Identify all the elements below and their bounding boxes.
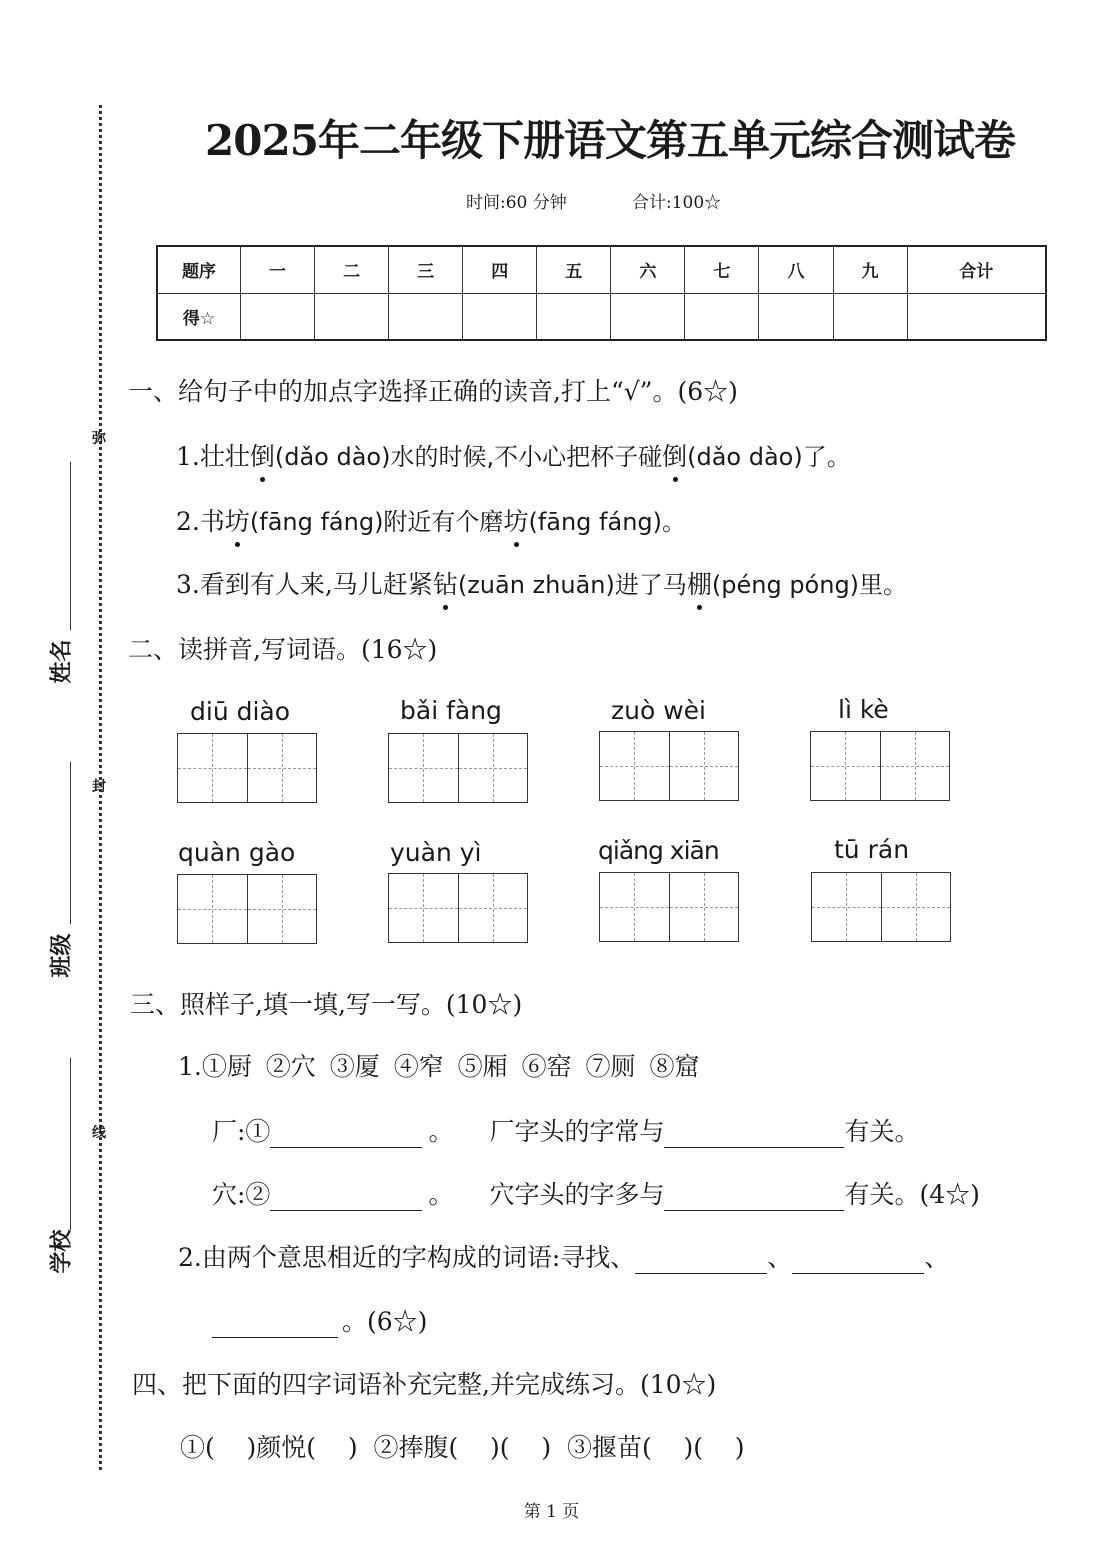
total-score: 合计:100☆ — [632, 193, 722, 213]
q3-item-2 — [178, 1238, 949, 1274]
q3-item2-blank-1[interactable] — [635, 1245, 767, 1274]
score-cell[interactable] — [907, 293, 1046, 340]
score-cell[interactable] — [463, 293, 537, 340]
q3-row2-period: 。 — [428, 1180, 454, 1209]
q1-s1-dotted-char-2: 倒 — [662, 437, 687, 473]
q1-s3-dotted-char-2: 棚 — [687, 565, 712, 601]
score-header-cell: 二 — [315, 246, 389, 293]
q3-row2-mid: 穴字头的字多与 — [489, 1180, 665, 1209]
q2-pinyin: diū diào — [190, 697, 291, 726]
score-cell[interactable] — [389, 293, 463, 340]
q3-heading: 三、照样子,填一填,写一写。(10☆) — [130, 990, 523, 1019]
time-limit: 时间:60 分钟 — [466, 193, 567, 213]
name-fill-line — [70, 462, 71, 630]
seal-char-xian: 线 — [92, 1125, 106, 1141]
q1-sentence-2 — [176, 502, 686, 538]
q2-heading: 二、读拼音,写词语。(16☆) — [128, 635, 438, 664]
q3-item2-blank-2[interactable] — [792, 1245, 924, 1274]
school-label: 学校 — [49, 1229, 75, 1274]
q3-char-list: 1.①厨 ②穴 ③厦 ④窄 ⑤厢 ⑥窑 ⑦厕 ⑧窟 — [178, 1052, 700, 1081]
score-cell[interactable] — [315, 293, 389, 340]
score-header-cell: 一 — [241, 246, 315, 293]
score-header-cell: 五 — [537, 246, 611, 293]
score-cell[interactable] — [241, 293, 315, 340]
q1-s1-text-e: (dǎo dào)了。 — [687, 443, 851, 471]
q2-pinyin: lì kè — [838, 695, 889, 724]
q1-s3-dotted-char-1: 钻 — [433, 565, 458, 601]
q2-writing-box[interactable] — [811, 872, 951, 942]
q4-idiom-line: ①( )颜悦( ) ②捧腹( )( ) ③揠苗( )( ) — [180, 1433, 745, 1462]
seal-char-feng: 封 — [92, 779, 106, 795]
score-cell[interactable] — [685, 293, 759, 340]
class-label: 班级 — [49, 933, 75, 978]
score-header-cell: 合计 — [907, 246, 1046, 293]
q2-writing-box[interactable] — [388, 733, 528, 803]
score-header-row — [157, 246, 1046, 293]
score-header-cell: 三 — [389, 246, 463, 293]
score-table — [156, 245, 1047, 341]
school-fill-line — [70, 1058, 71, 1230]
q3-row-2 — [212, 1175, 980, 1211]
q1-s2-text-a: 2.书 — [176, 507, 225, 536]
q1-s2-text-c: (fāng fáng)附近有个磨 — [249, 508, 504, 536]
q2-writing-box[interactable] — [177, 874, 317, 944]
score-cell[interactable] — [833, 293, 907, 340]
score-cell[interactable] — [537, 293, 611, 340]
score-row-label: 得☆ — [157, 293, 241, 340]
page-number: 第 1 页 — [523, 1502, 580, 1522]
q3-row1-end: 有关。 — [844, 1117, 920, 1146]
q3-row2-label: 穴:② — [212, 1180, 271, 1209]
q1-s1-dotted-char-1: 倒 — [250, 437, 275, 473]
q3-row1-blank-2[interactable] — [664, 1119, 844, 1148]
q3-row2-end: 有关。(4☆) — [844, 1180, 980, 1209]
q3-item2-sep: 、 — [767, 1243, 793, 1272]
q2-pinyin: zuò wèi — [611, 696, 706, 725]
q3-item2-text: 2.由两个意思相近的字构成的词语:寻找、 — [178, 1243, 636, 1272]
q1-s2-dotted-char-2: 坊 — [503, 502, 528, 538]
q3-row1-period: 。 — [428, 1117, 454, 1146]
q1-s2-text-e: (fāng fáng)。 — [528, 508, 687, 536]
score-header-cell: 七 — [685, 246, 759, 293]
class-fill-line — [70, 762, 71, 924]
q2-pinyin: bǎi fàng — [400, 696, 502, 725]
q3-item-2-cont — [212, 1302, 427, 1338]
q3-row2-blank-2[interactable] — [664, 1182, 844, 1211]
name-label: 姓名 — [49, 639, 75, 684]
score-cell[interactable] — [611, 293, 685, 340]
q3-row2-blank-1[interactable] — [270, 1182, 422, 1211]
q2-pinyin: qiǎng xiān — [598, 836, 719, 865]
q3-row1-label: 厂:① — [212, 1117, 271, 1146]
q1-s1-text-c: (dǎo dào)水的时候,不小心把杯子碰 — [274, 443, 663, 471]
q1-s3-text-a: 3.看到有人来,马儿赶紧 — [176, 570, 433, 599]
q1-sentence-3 — [176, 565, 907, 601]
q3-row-1 — [212, 1112, 919, 1148]
score-header-cell: 四 — [463, 246, 537, 293]
q1-s3-text-c: (zuān zhuān)进了马 — [457, 571, 687, 599]
score-header-cell: 题序 — [157, 246, 241, 293]
q2-writing-box[interactable] — [599, 731, 739, 801]
q4-heading: 四、把下面的四字词语补充完整,并完成练习。(10☆) — [132, 1370, 717, 1399]
q2-writing-box[interactable] — [810, 731, 950, 801]
q2-pinyin: yuàn yì — [390, 838, 482, 867]
q3-item2-blank-3[interactable] — [212, 1309, 338, 1338]
q3-row1-blank-1[interactable] — [270, 1119, 422, 1148]
q2-writing-box[interactable] — [388, 873, 528, 943]
q3-row1-mid: 厂字头的字常与 — [489, 1117, 665, 1146]
score-header-cell: 九 — [833, 246, 907, 293]
q3-item2-sep: 、 — [924, 1243, 950, 1272]
q3-item2-end: 。(6☆) — [342, 1307, 428, 1336]
q1-s2-dotted-char-1: 坊 — [225, 502, 250, 538]
q1-heading: 一、给句子中的加点字选择正确的读音,打上“√”。(6☆) — [128, 377, 738, 406]
q2-pinyin: tū rán — [834, 835, 910, 864]
q2-writing-box[interactable] — [599, 872, 739, 942]
q2-pinyin: quàn gào — [178, 838, 296, 867]
score-cell[interactable] — [759, 293, 833, 340]
q2-writing-box[interactable] — [177, 733, 317, 803]
q1-sentence-1 — [176, 437, 851, 473]
score-value-row — [157, 293, 1046, 340]
score-header-cell: 六 — [611, 246, 685, 293]
page-title: 2025年二年级下册语文第五单元综合测试卷 — [205, 116, 1015, 165]
seal-char-mi: 弥 — [92, 431, 106, 447]
score-header-cell: 八 — [759, 246, 833, 293]
q1-s3-text-e: (péng póng)里。 — [711, 571, 908, 599]
q1-s1-text-a: 1.壮壮 — [176, 442, 250, 471]
